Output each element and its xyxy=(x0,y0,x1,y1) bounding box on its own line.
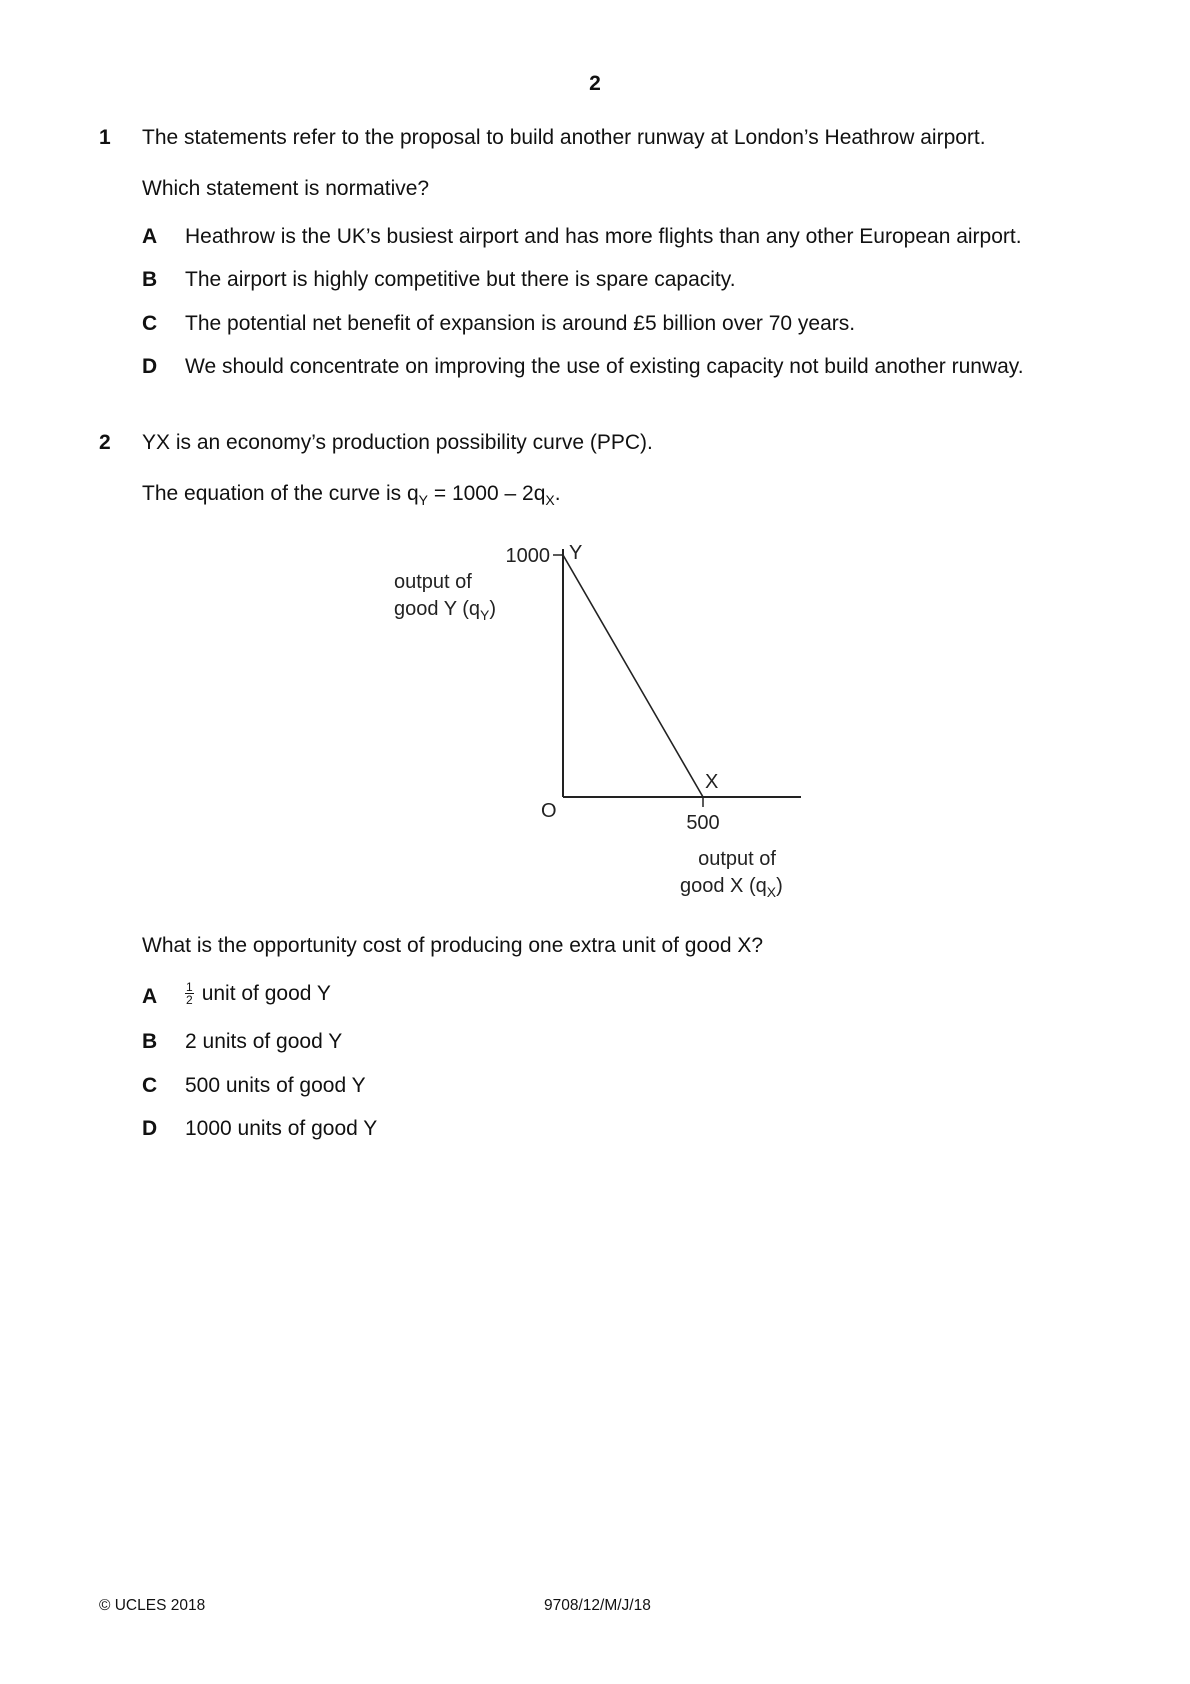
option-letter-a: A xyxy=(142,225,158,248)
x-tick-label: 500 xyxy=(686,812,720,834)
footer-code: 9708/12/M/J/18 xyxy=(544,1597,651,1614)
option-letter-b: B xyxy=(142,268,158,291)
equation-suffix: . xyxy=(554,482,561,505)
option-d-text: We should concentrate on improving the use of existing capacity not build another runway. xyxy=(185,355,1024,378)
option-a-text xyxy=(185,982,331,1007)
option-a-label: unit of good Y xyxy=(201,982,331,1006)
fraction-half xyxy=(185,981,194,1006)
equation-prefix: The equation of the curve is q xyxy=(142,482,419,505)
question-number: 2 xyxy=(99,431,111,454)
question-stem: The statements refer to the proposal to build another runway at London’s Heathrow airport. xyxy=(142,126,986,149)
option-letter-b: B xyxy=(142,1030,158,1053)
question-stem: YX is an economy’s production possibility curve (PPC). xyxy=(142,431,653,454)
y-axis-label-line2 xyxy=(394,598,496,623)
option-b-text: The airport is highly competitive but there is spare capacity. xyxy=(185,268,736,291)
option-letter-d: D xyxy=(142,355,158,378)
option-letter-d: D xyxy=(142,1117,158,1140)
x-axis-label-line2 xyxy=(680,875,783,900)
point-x-label: X xyxy=(705,771,719,793)
question-number: 1 xyxy=(99,126,111,149)
fraction-numerator: 1 xyxy=(186,980,193,994)
x-axis-label-paren: ) xyxy=(776,875,783,897)
option-letter-a: A xyxy=(142,985,158,1008)
ppc-series-line xyxy=(563,555,703,797)
option-letter-c: C xyxy=(142,312,158,335)
x-axis-label-line1: output of xyxy=(698,848,776,870)
point-y-label: Y xyxy=(569,542,583,564)
x-axis-label-sub: X xyxy=(766,884,777,900)
x-axis-label-main: good X (q xyxy=(680,875,767,897)
question-prompt: Which statement is normative? xyxy=(142,177,430,200)
option-c-text: 500 units of good Y xyxy=(185,1074,366,1097)
equation-sub-x: X xyxy=(545,492,555,509)
option-letter-c: C xyxy=(142,1074,158,1097)
y-axis-label-sub: Y xyxy=(480,607,490,623)
option-c-text: The potential net benefit of expansion is around £5 billion over 70 years. xyxy=(185,312,856,335)
question-prompt: What is the opportunity cost of producing one extra unit of good X? xyxy=(142,934,764,957)
y-tick-label: 1000 xyxy=(505,545,550,567)
y-axis-label-main: good Y (q xyxy=(394,598,481,620)
footer-copyright: © UCLES 2018 xyxy=(99,1597,206,1614)
fraction-denominator: 2 xyxy=(186,993,193,1007)
origin-label: O xyxy=(541,800,557,822)
equation-middle: = 1000 – 2q xyxy=(428,482,546,505)
equation-sub-y: Y xyxy=(418,492,429,509)
page-number: 2 xyxy=(589,72,601,95)
option-b-text: 2 units of good Y xyxy=(185,1030,343,1053)
y-axis-label-paren: ) xyxy=(489,598,497,620)
option-a-text: Heathrow is the UK’s busiest airport and has more flights than any other European airport. xyxy=(185,225,1022,248)
option-d-text: 1000 units of good Y xyxy=(185,1117,378,1140)
y-axis-label-line1: output of xyxy=(394,571,472,593)
